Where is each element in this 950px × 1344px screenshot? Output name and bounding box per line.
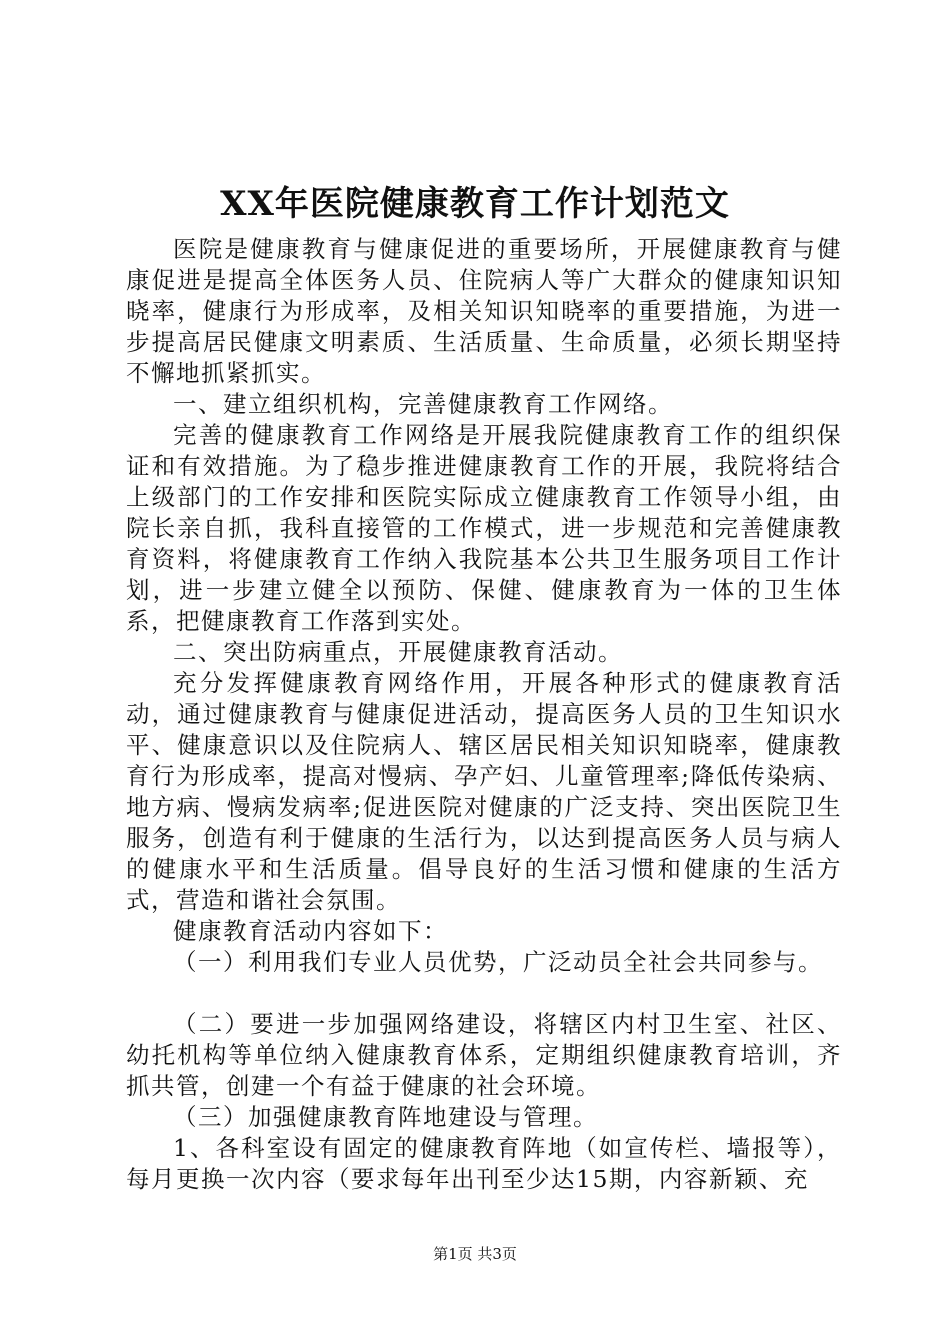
document-title: XX年医院健康教育工作计划范文	[220, 184, 730, 224]
heading-section-2: 二、突出防病重点，开展健康教育活动。	[173, 638, 623, 666]
document-body	[126, 234, 842, 1195]
heading-section-1: 一、建立组织机构，完善健康教育工作网络。	[173, 390, 673, 418]
activity-sub-item-1: 1、各科室设有固定的健康教育阵地（如宣传栏、墙报等），每月更换一次内容（要求每年出刊至少达15期，内容新颖、充	[126, 1134, 842, 1193]
paragraph-section-2: 充分发挥健康教育网络作用，开展各种形式的健康教育活动，通过健康教育与健康促进活动，提高医务人员的卫生知识水平、健康意识以及住院病人、辖区居民相关知识知晓率，健康教育行为形成率，提高对慢病、孕产妇、儿童管理率;降低传染病、地方病、慢病发病率;促进医院对健康的广泛支持、突出医院卫生服务，创造有利于健康的生活行为，以达到提高医务人员与病人的健康水平和生活质量。倡导良好的生活习惯和健康的生活方式，营造和谐社会氛围。	[126, 669, 842, 914]
activity-item-1: （一）利用我们专业人员优势，广泛动员全社会共同参与。	[173, 948, 823, 976]
page-footer: 第1页 共3页	[433, 1245, 517, 1263]
paragraph-intro: 医院是健康教育与健康促进的重要场所，开展健康教育与健康促进是提高全体医务人员、住院病人等广大群众的健康知识知晓率，健康行为形成率，及相关知识知晓率的重要措施，为进一步提高居民健康文明素质、生活质量、生命质量，必须长期坚持不懈地抓紧抓实。	[126, 235, 842, 387]
paragraph-section-1: 完善的健康教育工作网络是开展我院健康教育工作的组织保证和有效措施。为了稳步推进健康教育工作的开展，我院将结合上级部门的工作安排和医院实际成立健康教育工作领导小组，由院长亲自抓，我科直接管的工作模式，进一步规范和完善健康教育资料，将健康教育工作纳入我院基本公共卫生服务项目工作计划，进一步建立健全以预防、保健、健康教育为一体的卫生体系，把健康教育工作落到实处。	[126, 421, 842, 635]
activity-list-intro: 健康教育活动内容如下：	[173, 917, 448, 945]
activity-item-2: （二）要进一步加强网络建设，将辖区内村卫生室、社区、幼托机构等单位纳入健康教育体系，定期组织健康教育培训，齐抓共管，创建一个有益于健康的社会环境。	[126, 1010, 842, 1100]
activity-item-3: （三）加强健康教育阵地建设与管理。	[173, 1103, 598, 1131]
